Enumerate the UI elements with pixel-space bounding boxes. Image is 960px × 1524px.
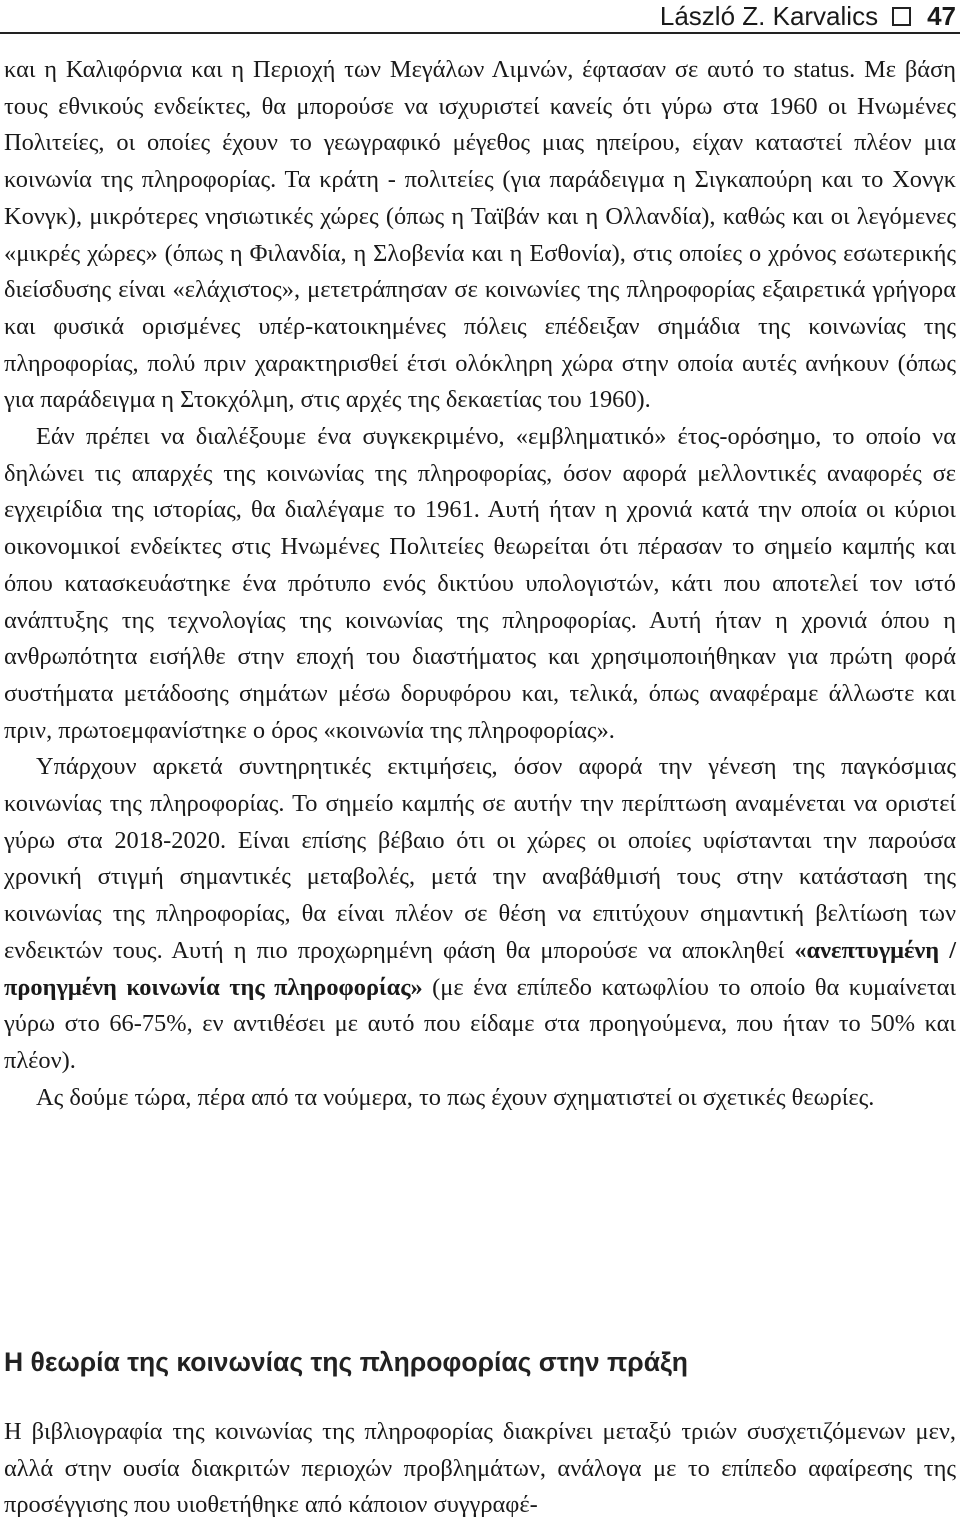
paragraph-2: Εάν πρέπει να διαλέξουμε ένα συγκεκριμένο, «εμβληματικό» έτος-ορόσημο, το οποίο να δηλώνει τις απαρχές της κοινωνίας της πληροφορίας, όσον αφορά μελλοντικές αναφορές σε εγχειρίδια της ιστορίας, θα διαλέγαμε το 1961. Αυτή ήταν η χρονιά κατά την οποία οι κύριοι οικονομικοί ενδείκτες στις Ηνωμένες Πολιτείες θεωρείται ότι πέρασαν το σημείο καμπής και όπου κατασκευάστηκε ένα πρότυπο ενός δικτύου υπολογιστών, κάτι που αποτελεί τον ιστό ανάπτυξης της τεχνολογίας της κοινωνίας της πληροφορίας. Αυτή ήταν η χρονιά όπου η ανθρωπότητα εισήλθε στην εποχή του διαστήματος και χρησιμοποιήθηκαν για πρώτη φορά συστήματα μετάδοσης σημάτων μέσω δορυφόρου και, τελικά, όπως αναφέραμε άλλωστε και πριν, πρωτοεμφανίστηκε ο όρος «κοινωνία της πληροφορίας». (4, 423, 956, 744)
paragraph-3-bold-term: «ανεπτυγμένη / προηγμένη κοινωνία της πληροφορίας» (4, 936, 956, 1001)
page-header (0, 0, 960, 34)
running-head-author: László Z. Karvalics (659, 0, 879, 31)
paragraph-3-text-after: (με ένα επίπεδο κατωφλίου το οποίο θα κυμαίνεται γύρω στο 66-75%, εν αντιθέσει με αυτό που είδαμε στα προηγούμενα, που ήταν το 50% και πλέον). (4, 973, 957, 1074)
paragraph-3 (4, 749, 956, 1079)
section-heading: Η θεωρία της κοινωνίας της πληροφορίας στην πράξη (4, 1347, 688, 1377)
page-number: 47 (927, 0, 956, 31)
paragraph-1: και η Καλιφόρνια και η Περιοχή των Μεγάλων Λιμνών, έφτασαν σε αυτό το status. Με βάση τους εθνικούς ενδείκτες, θα μπορούσε να ισχυριστεί κανείς ότι γύρω στα 1960 οι Ηνωμένες Πολιτείες, οι οποίες έχουν το γεωγραφικό μέγεθος μιας ηπείρου, είχαν καταστεί πλέον μια κοινωνία της πληροφορίας. Τα κράτη - πολιτείες (για παράδειγμα η Σιγκαπούρη και το Χονγκ Κονγκ), μικρότερες νησιωτικές χώρες (όπως η Ταϊβάν και η Ολλανδία), καθώς και οι λεγόμενες «μικρές χώρες» (όπως η Φιλανδία, η Σλοβενία και η Εσθονία), στις οποίες ο χρόνος εσωτερικής διείσδυσης είναι «ελάχιστος», μετετράπησαν σε κοινωνίες της πληροφορίας εξαιρετικά γρήγορα και φυσικά ορισμένες υπέρ-κατοικημένες πόλεις επέδειξαν σημάδια της κοινωνίας της πληροφορίας, πολύ πριν χαρακτηρισθεί έτσι ολόκληρη χώρα στην οποία αυτές ανήκουν (όπως για παράδειγμα η Στοκχόλμη, στις αρχές της δεκαετίας του 1960). (4, 56, 956, 414)
square-bullet-icon (892, 7, 911, 26)
body-text (4, 52, 956, 1116)
section-paragraph: Η βιβλιογραφία της κοινωνίας της πληροφορίας διακρίνει μεταξύ τριών συσχετιζόμενων μεν, αλλά στην ουσία διακριτών περιοχών προβλημάτων, ανάλογα με το επίπεδο αφαίρεσης της προσέγγισης που υιοθετήθηκε από κάποιον συγγραφέ- (4, 1418, 956, 1519)
section-body-text (4, 1414, 956, 1524)
paragraph-4: Ας δούμε τώρα, πέρα από τα νούμερα, το πως έχουν σχηματιστεί οι σχετικές θεωρίες. (36, 1083, 875, 1111)
paragraph-3-text-before: Υπάρχουν αρκετά συντηρητικές εκτιμήσεις, όσον αφορά την γένεση της παγκόσμιας κοινωνίας της πληροφορίας. Το σημείο καμπής σε αυτήν την περίπτωση αναμένεται να οριστεί γύρω στα 2018-2020. Είναι επίσης βέβαιο ότι οι χώρες οι οποίες υφίστανται την παρούσα χρονική στιγμή σημαντικές μεταβολές, μετά την αναβάθμισή τους στην κατάσταση της κοινωνίας της πληροφορίας, θα είναι πλέον σε θέση να επιτύχουν σημαντική βελτίωση των ενδεικτών τους. Αυτή η πιο προχωρημένη φάση θα μπορούσε να αποκληθεί (4, 753, 956, 964)
